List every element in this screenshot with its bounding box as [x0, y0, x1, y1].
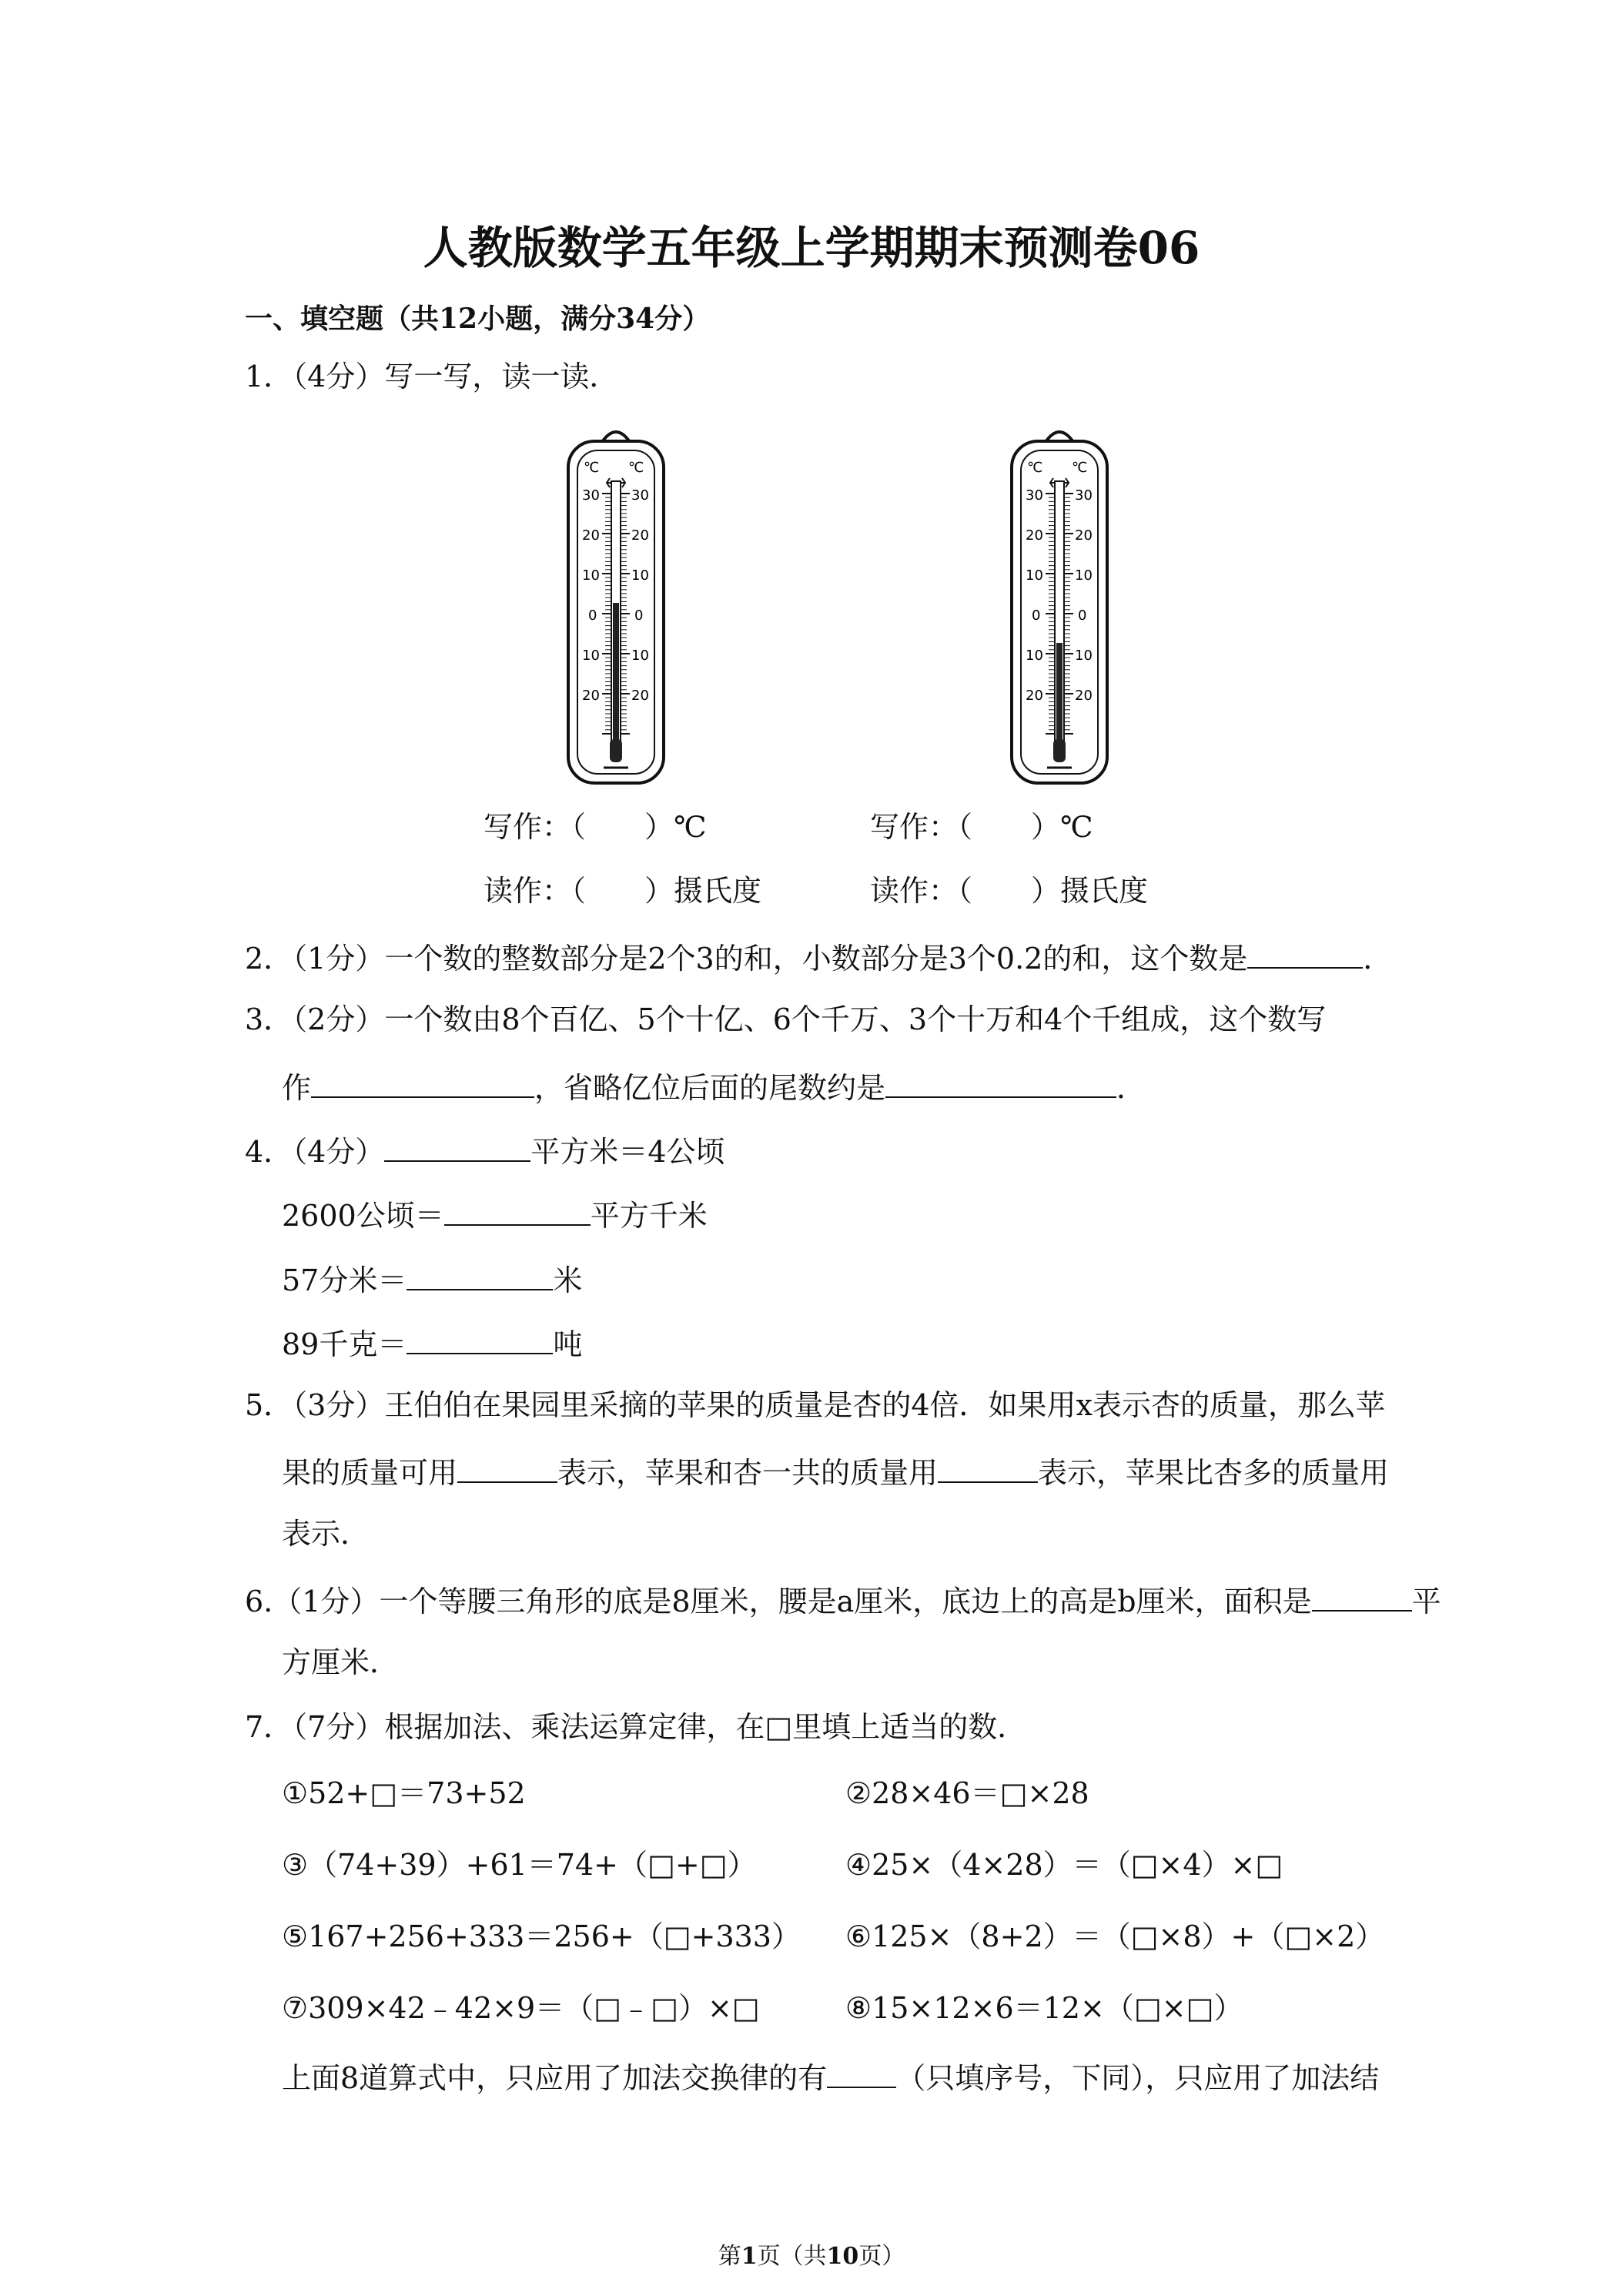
question-7-tail: [282, 2060, 1380, 2096]
svg-text:30: 30: [582, 487, 600, 504]
svg-text:10: 10: [1075, 567, 1093, 584]
question-2: [245, 941, 1393, 976]
answer-blank[interactable]: [938, 1455, 1038, 1483]
q4-num: 4．（4分）: [245, 1135, 385, 1170]
question-6-line-1: [245, 1584, 1441, 1619]
q3-part: 作: [282, 1071, 312, 1106]
punct: ．: [1363, 942, 1393, 976]
q4-part: 平方米＝4公顷: [530, 1135, 725, 1170]
question-4-line-4: [282, 1327, 583, 1362]
q6-part: 6.（1分）一个等腰三角形的底是8厘米，腰是a厘米，底边上的高是b厘米，面积是: [245, 1585, 1312, 1619]
question-4-line-1: [245, 1134, 725, 1170]
thermo-unit-left: ℃: [1027, 460, 1043, 476]
question-4-line-3: [282, 1263, 583, 1298]
q7-item-2: ②28×46＝□×28: [845, 1776, 1089, 1810]
footer-part: 页（共: [757, 2243, 827, 2270]
page-number: 1: [741, 2243, 758, 2270]
answer-blank[interactable]: [827, 2060, 896, 2088]
page-footer: [0, 2237, 1623, 2271]
q4-part: 89千克＝: [282, 1327, 407, 1362]
q7-item-6: ⑥125×（8+2）＝（□×8）+（□×2）: [845, 1919, 1385, 1953]
svg-text:20: 20: [1026, 688, 1043, 704]
question-5-line-1: 5．（3分）王伯伯在果园里采摘的苹果的质量是杏的4倍．如果用x表示杏的质量，那么苹: [245, 1388, 1385, 1422]
q6-part: 平: [1411, 1585, 1441, 1619]
svg-text:30: 30: [631, 487, 649, 504]
svg-text:10: 10: [1075, 648, 1093, 664]
question-5-line-2: [282, 1455, 1390, 1491]
q7-item-1: ①52+□＝73+52: [282, 1776, 526, 1810]
answer-blank[interactable]: [885, 1070, 1116, 1098]
question-3-line-2: [282, 1070, 1146, 1106]
svg-text:20: 20: [1075, 527, 1093, 544]
footer-part: 第: [718, 2243, 741, 2270]
footer-part: 页）: [858, 2243, 905, 2270]
question-2-text: 2．（1分）一个数的整数部分是2个3的和，小数部分是3个0.2的和，这个数是: [245, 942, 1248, 976]
svg-text:20: 20: [631, 688, 649, 704]
q7-item-8: ⑧15×12×6＝12×（□×□）: [845, 1991, 1243, 2025]
svg-text:10: 10: [631, 567, 649, 584]
q5-part: 表示，苹果和杏一共的质量用: [557, 1456, 939, 1491]
svg-text:0: 0: [1032, 607, 1041, 624]
thermometer-right: [1004, 420, 1115, 789]
svg-text:30: 30: [1075, 487, 1093, 504]
svg-text:10: 10: [1026, 648, 1043, 664]
answer-blank[interactable]: [1247, 941, 1363, 969]
question-4-line-2: [282, 1198, 708, 1233]
q7-item-4: ④25×（4×28）＝（□×4）×□: [845, 1848, 1283, 1882]
question-7-intro: 7．（7分）根据加法、乘法运算定律，在□里填上适当的数．: [245, 1710, 1027, 1744]
answer-blank[interactable]: [1312, 1584, 1412, 1612]
question-1: 1．（4分）写一写，读一读．: [245, 360, 619, 393]
svg-text:20: 20: [582, 688, 600, 704]
answer-blank[interactable]: [457, 1455, 557, 1483]
q4-part: 米: [553, 1263, 583, 1298]
svg-text:20: 20: [1026, 527, 1043, 544]
q4-part: 2600公顷＝: [282, 1199, 444, 1233]
svg-text:20: 20: [631, 527, 649, 544]
answer-blank[interactable]: [384, 1134, 530, 1162]
svg-text:10: 10: [1026, 567, 1043, 584]
read-label-right: 读作：（ ）摄氏度: [870, 874, 1149, 908]
answer-blank[interactable]: [311, 1070, 534, 1098]
question-3-line-1: 3．（2分）一个数由8个百亿、5个十亿、6个千万、3个十万和4个千组成，这个数写: [245, 1002, 1327, 1036]
write-label-right: 写作：（ ）℃: [870, 810, 1093, 844]
svg-text:10: 10: [582, 567, 600, 584]
q5-part: 表示，苹果比杏多的质量用: [1038, 1456, 1390, 1491]
page-total: 10: [826, 2243, 859, 2270]
answer-blank[interactable]: [444, 1198, 591, 1226]
section-heading: 一、填空题（共12小题，满分34分）: [245, 303, 711, 335]
q7-item-3: ③（74+39）+61＝74+（□+□）: [282, 1848, 757, 1882]
thermo-unit-right: ℃: [628, 460, 644, 476]
answer-blank[interactable]: [407, 1263, 553, 1290]
q7-item-5: ⑤167+256+333＝256+（□+333）: [282, 1919, 801, 1953]
read-label-left: 读作：（ ）摄氏度: [484, 874, 762, 908]
answer-blank[interactable]: [407, 1327, 553, 1354]
q4-part: 平方千米: [590, 1199, 708, 1233]
question-5-line-3: 表示．: [282, 1517, 370, 1551]
q3-part: ，省略亿位后面的尾数约是: [534, 1071, 886, 1106]
svg-text:10: 10: [582, 648, 600, 664]
svg-text:0: 0: [1078, 607, 1087, 624]
q5-part: 果的质量可用: [282, 1456, 458, 1491]
thermo-unit-right: ℃: [1072, 460, 1088, 476]
write-label-left: 写作：（ ）℃: [484, 810, 707, 844]
thermo-unit-left: ℃: [584, 460, 600, 476]
thermometer-left: [561, 420, 671, 789]
page-title: 人教版数学五年级上学期期末预测卷06: [423, 222, 1200, 274]
question-6-line-2: 方厘米．: [282, 1645, 400, 1679]
svg-text:30: 30: [1026, 487, 1043, 504]
q7-part: 上面8道算式中，只应用了加法交换律的有: [282, 2061, 828, 2096]
q7-part: （只填序号，下同），只应用了加法结: [896, 2061, 1380, 2096]
svg-text:20: 20: [1075, 688, 1093, 704]
svg-text:10: 10: [631, 648, 649, 664]
svg-text:0: 0: [588, 607, 597, 624]
punct: ．: [1116, 1071, 1146, 1106]
q7-item-7: ⑦309×42﹣42×9＝（□﹣□）×□: [282, 1991, 760, 2025]
q4-part: 吨: [553, 1327, 583, 1362]
svg-text:0: 0: [634, 607, 644, 624]
q4-part: 57分米＝: [282, 1263, 407, 1298]
svg-text:20: 20: [582, 527, 600, 544]
